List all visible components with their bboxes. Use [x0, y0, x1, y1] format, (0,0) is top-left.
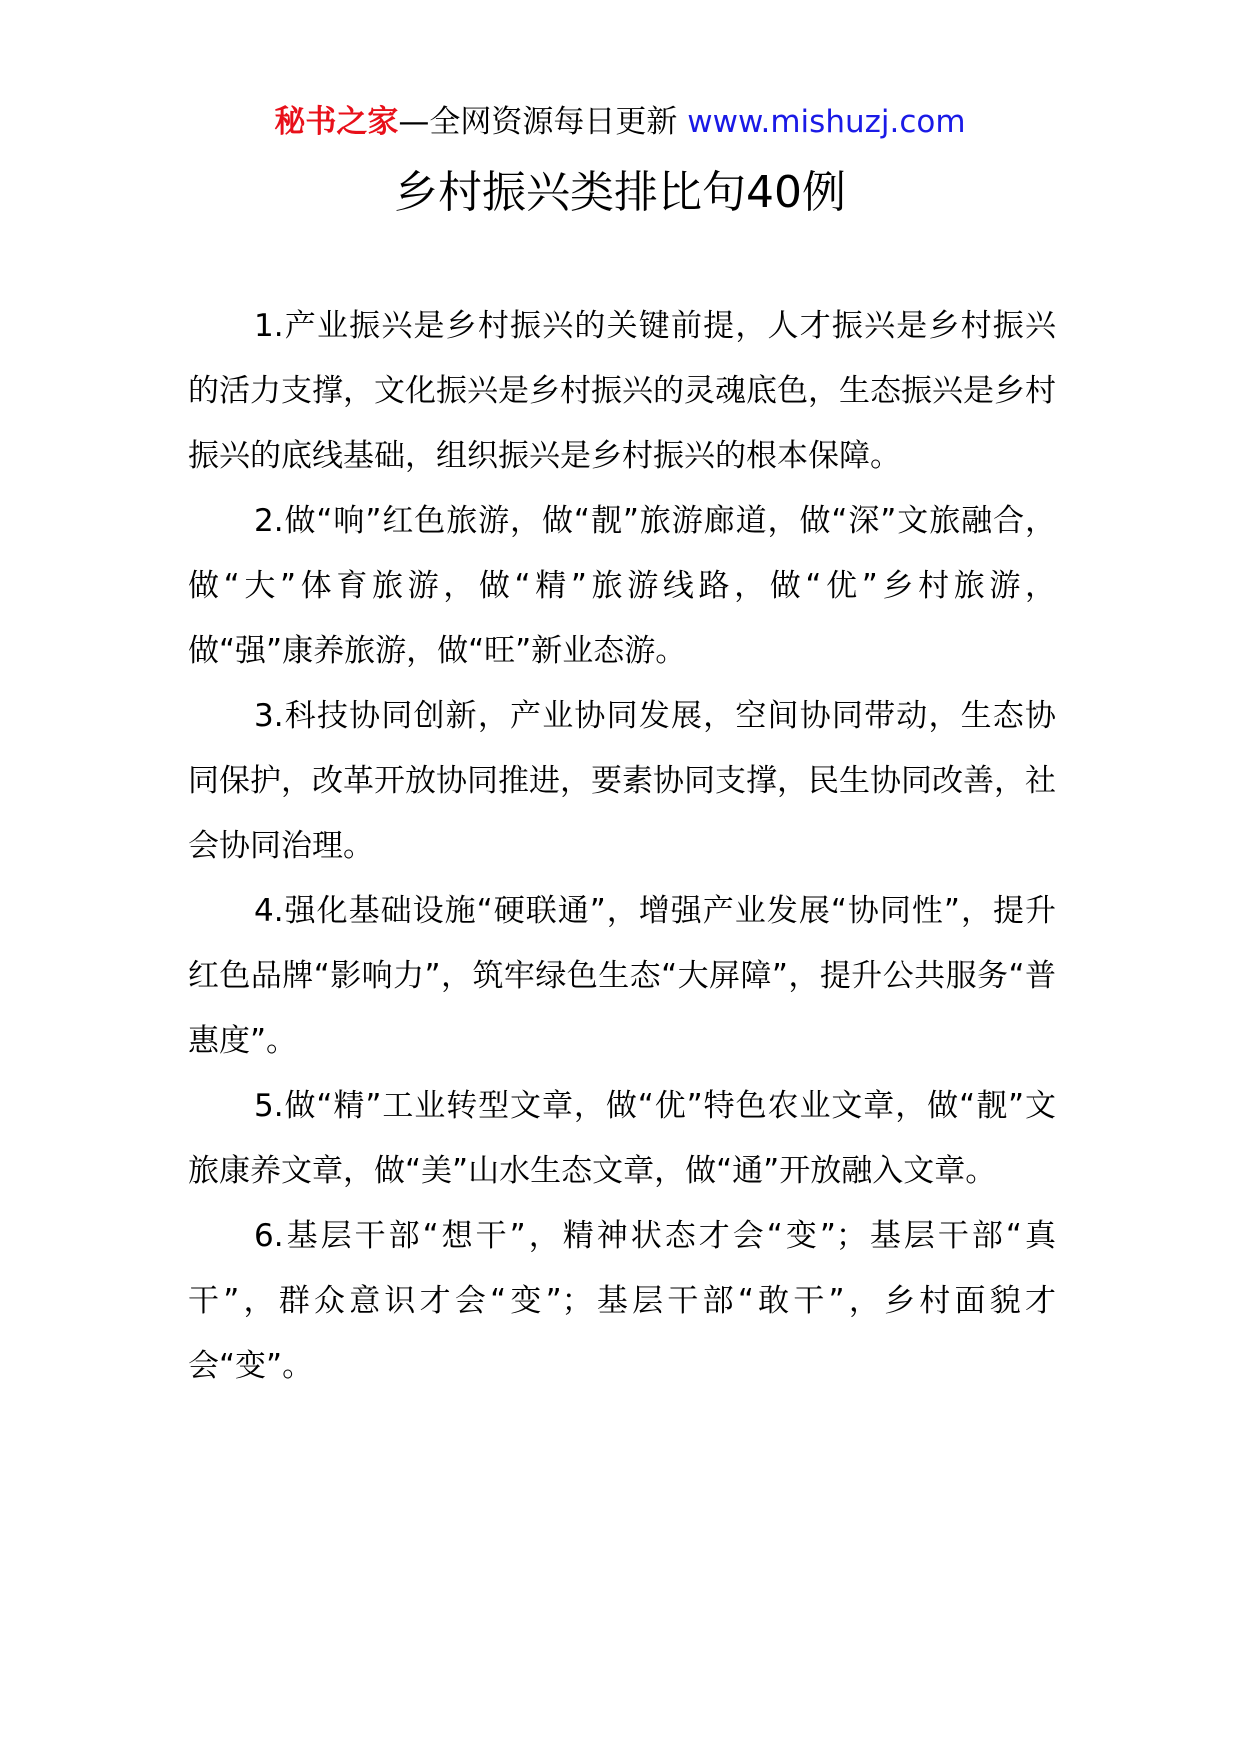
header-tagline: —全网资源每日更新 — [398, 104, 688, 140]
paragraph-2: 2.做“响”红色旅游，做“靓”旅游廊道，做“深”文旅融合，做“大”体育旅游，做“精”旅游线路，做“优”乡村旅游，做“强”康养旅游，做“旺”新业态游。 — [188, 503, 1056, 669]
website-link[interactable]: www.mishuzj.com — [687, 104, 966, 140]
document-body — [188, 294, 1056, 1399]
document-title: 乡村振兴类排比句40例 — [394, 167, 846, 218]
paragraph-6: 6.基层干部“想干”，精神状态才会“变”；基层干部“真干”，群众意识才会“变”；基层干部“敢干”，乡村面貌才会“变”。 — [188, 1218, 1056, 1384]
paragraph-3: 3.科技协同创新，产业协同发展，空间协同带动，生态协同保护，改革开放协同推进，要素协同支撑，民生协同改善，社会协同治理。 — [188, 698, 1056, 864]
paragraph-5: 5.做“精”工业转型文章，做“优”特色农业文章，做“靓”文旅康养文章，做“美”山水生态文章，做“通”开放融入文章。 — [188, 1088, 1056, 1189]
paragraph-1: 1.产业振兴是乡村振兴的关键前提，人才振兴是乡村振兴的活力支撑，文化振兴是乡村振兴的灵魂底色，生态振兴是乡村振兴的底线基础，组织振兴是乡村振兴的根本保障。 — [188, 308, 1056, 474]
document-header — [0, 100, 1240, 144]
brand-name: 秘书之家 — [274, 104, 399, 140]
paragraph-4: 4.强化基础设施“硬联通”，增强产业发展“协同性”，提升红色品牌“影响力”，筑牢绿色生态“大屏障”，提升公共服务“普惠度”。 — [188, 893, 1056, 1059]
